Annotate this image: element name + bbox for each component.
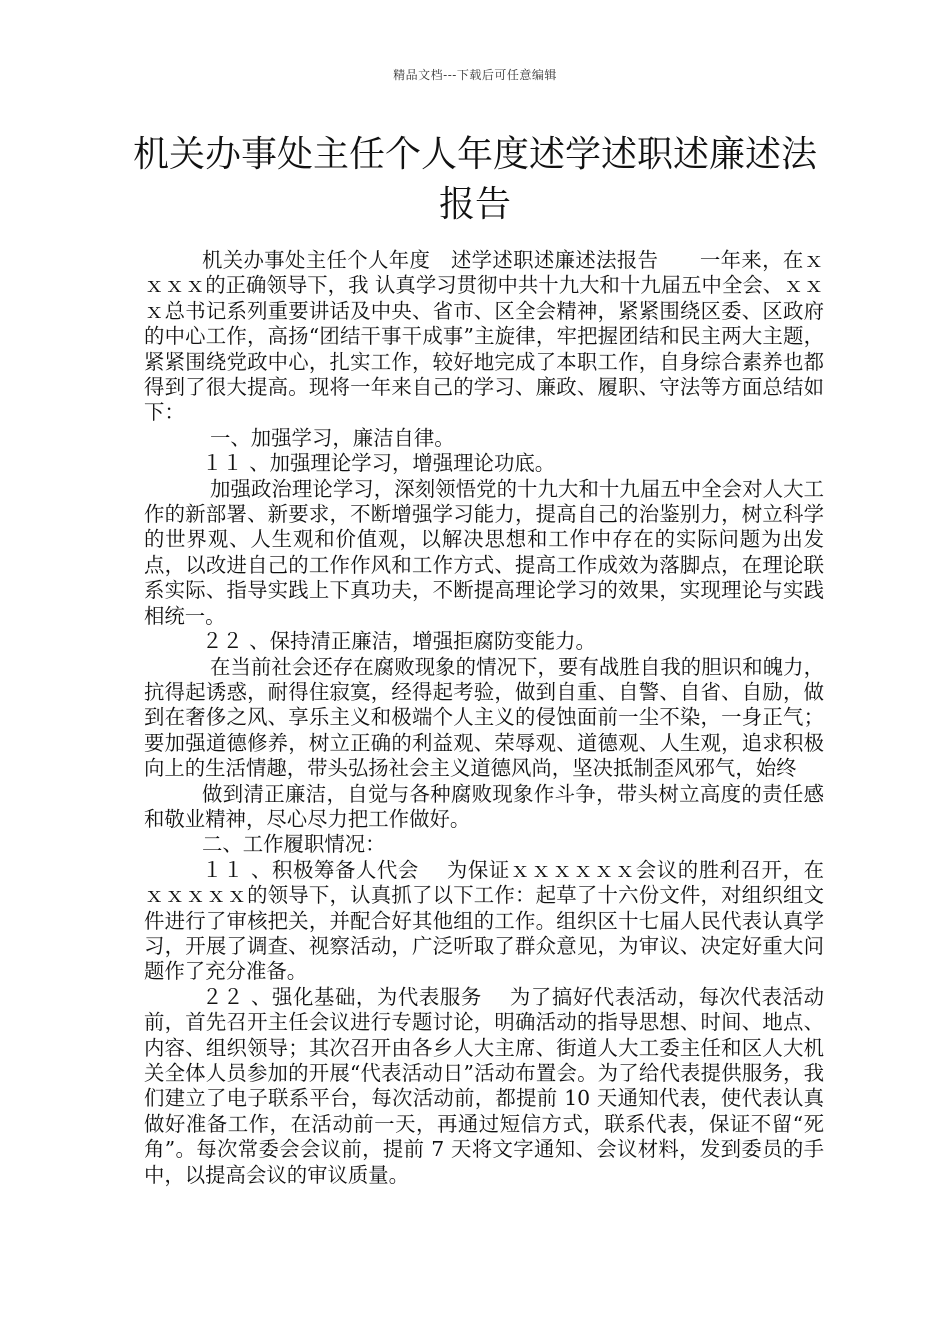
paragraph: １１ 、积极筹备人代会 为保证ｘｘｘｘｘｘ会议的胜利召开，在ｘｘｘｘｘ的领导下，认真抓了以下工作：起草了十六份文件，对组织组文件进行了审核把关，并配合好其他组的工作。组织区十七届人民代表认真学习，开展了调查、视察活动，广泛听取了群众意见，为审议、决定好重大问题作了充分准备。 [144,857,824,984]
header-note: 精品文档---下载后可任意编辑 [393,68,557,82]
paragraph: ２２ 、保持清正廉洁，增强拒腐防变能力。 [202,629,596,654]
paragraph: 做到清正廉洁，自觉与各种腐败现象作斗争，带头树立高度的责任感和敬业精神，尽心尽力把工作做好。 [144,781,824,831]
paragraph: 机关办事处主任个人年度 述学述职述廉述法报告 一年来，在ｘｘｘｘ的正确领导下，我 认真学习贯彻中共十九大和十九届五中全会、ｘｘｘ总书记系列重要讲话及中央、省市、区全会精神，紧紧围绕区委、区政府的中心工作，高扬“团结干事干成事”主旋律，牢把握团结和民主两大主题， 紧紧围绕党政中心，扎实工作，较好地完成了本职工作，自身综合素养也都得到了很大提高。现将一年来自己的学习、廉政、履职、守法等方面总结如下： [144,248,824,425]
paragraph: 在当前社会还存在腐败现象的情况下，要有战胜自我的胆识和魄力，抗得起诱惑，耐得住寂寞，经得起考验，做到自重、自警、自省、自励，做到在奢侈之风、享乐主义和极端个人主义的侵蚀面前一尘不染，一身正气；要加强道德修养，树立正确的利益观、荣辱观、道德观、人生观，追求积极向上的生活情趣，带头弘扬社会主义道德风尚，坚决抵制歪风邪气，始终 [144,654,824,781]
paragraph: 二、工作履职情况： [202,832,386,857]
paragraph: 一、加强学习，廉洁自律。 [210,425,455,450]
paragraph: 加强政治理论学习，深刻领悟党的十九大和十九届五中全会对人大工作的新部署、新要求，不断增强学习能力，提高自己的治鉴别力，树立科学的世界观、人生观和价值观，以解决思想和工作中存在的实际问题为出发点，以改进自己的工作作风和工作方式、提高工作成效为落脚点，在理论联系实际、指导实践上下真功夫，不断提高理论学习的效果，实现理论与实践相统一。 [144,476,824,628]
paragraph: １１ 、加强理论学习，增强理论功底。 [202,451,556,476]
document-body [144,248,824,1188]
document-title: 机关办事处主任个人年度述学述职述廉述法报告 [132,134,817,225]
paragraph: ２２ 、强化基础，为代表服务 为了搞好代表活动，每次代表活动前，首先召开主任会议进行专题讨论，明确活动的指导思想、时间、地点、内容、组织领导；其次召开由各乡人大主席、街道人大工委主任和区人大机关全体人员参加的开展“代表活动日”活动布置会。为了给代表提供服务，我们建立了电子联系平台，每次活动前，都提前 10 天通知代表，使代表认真做好准备工作，在活动前一天，再通过短信方式，联系代表，保证不留“死角”。每次常委会会议前，提前 7 天将文字通知、会议材料，发到委员的手中，以提高会议的审议质量。 [144,984,824,1187]
